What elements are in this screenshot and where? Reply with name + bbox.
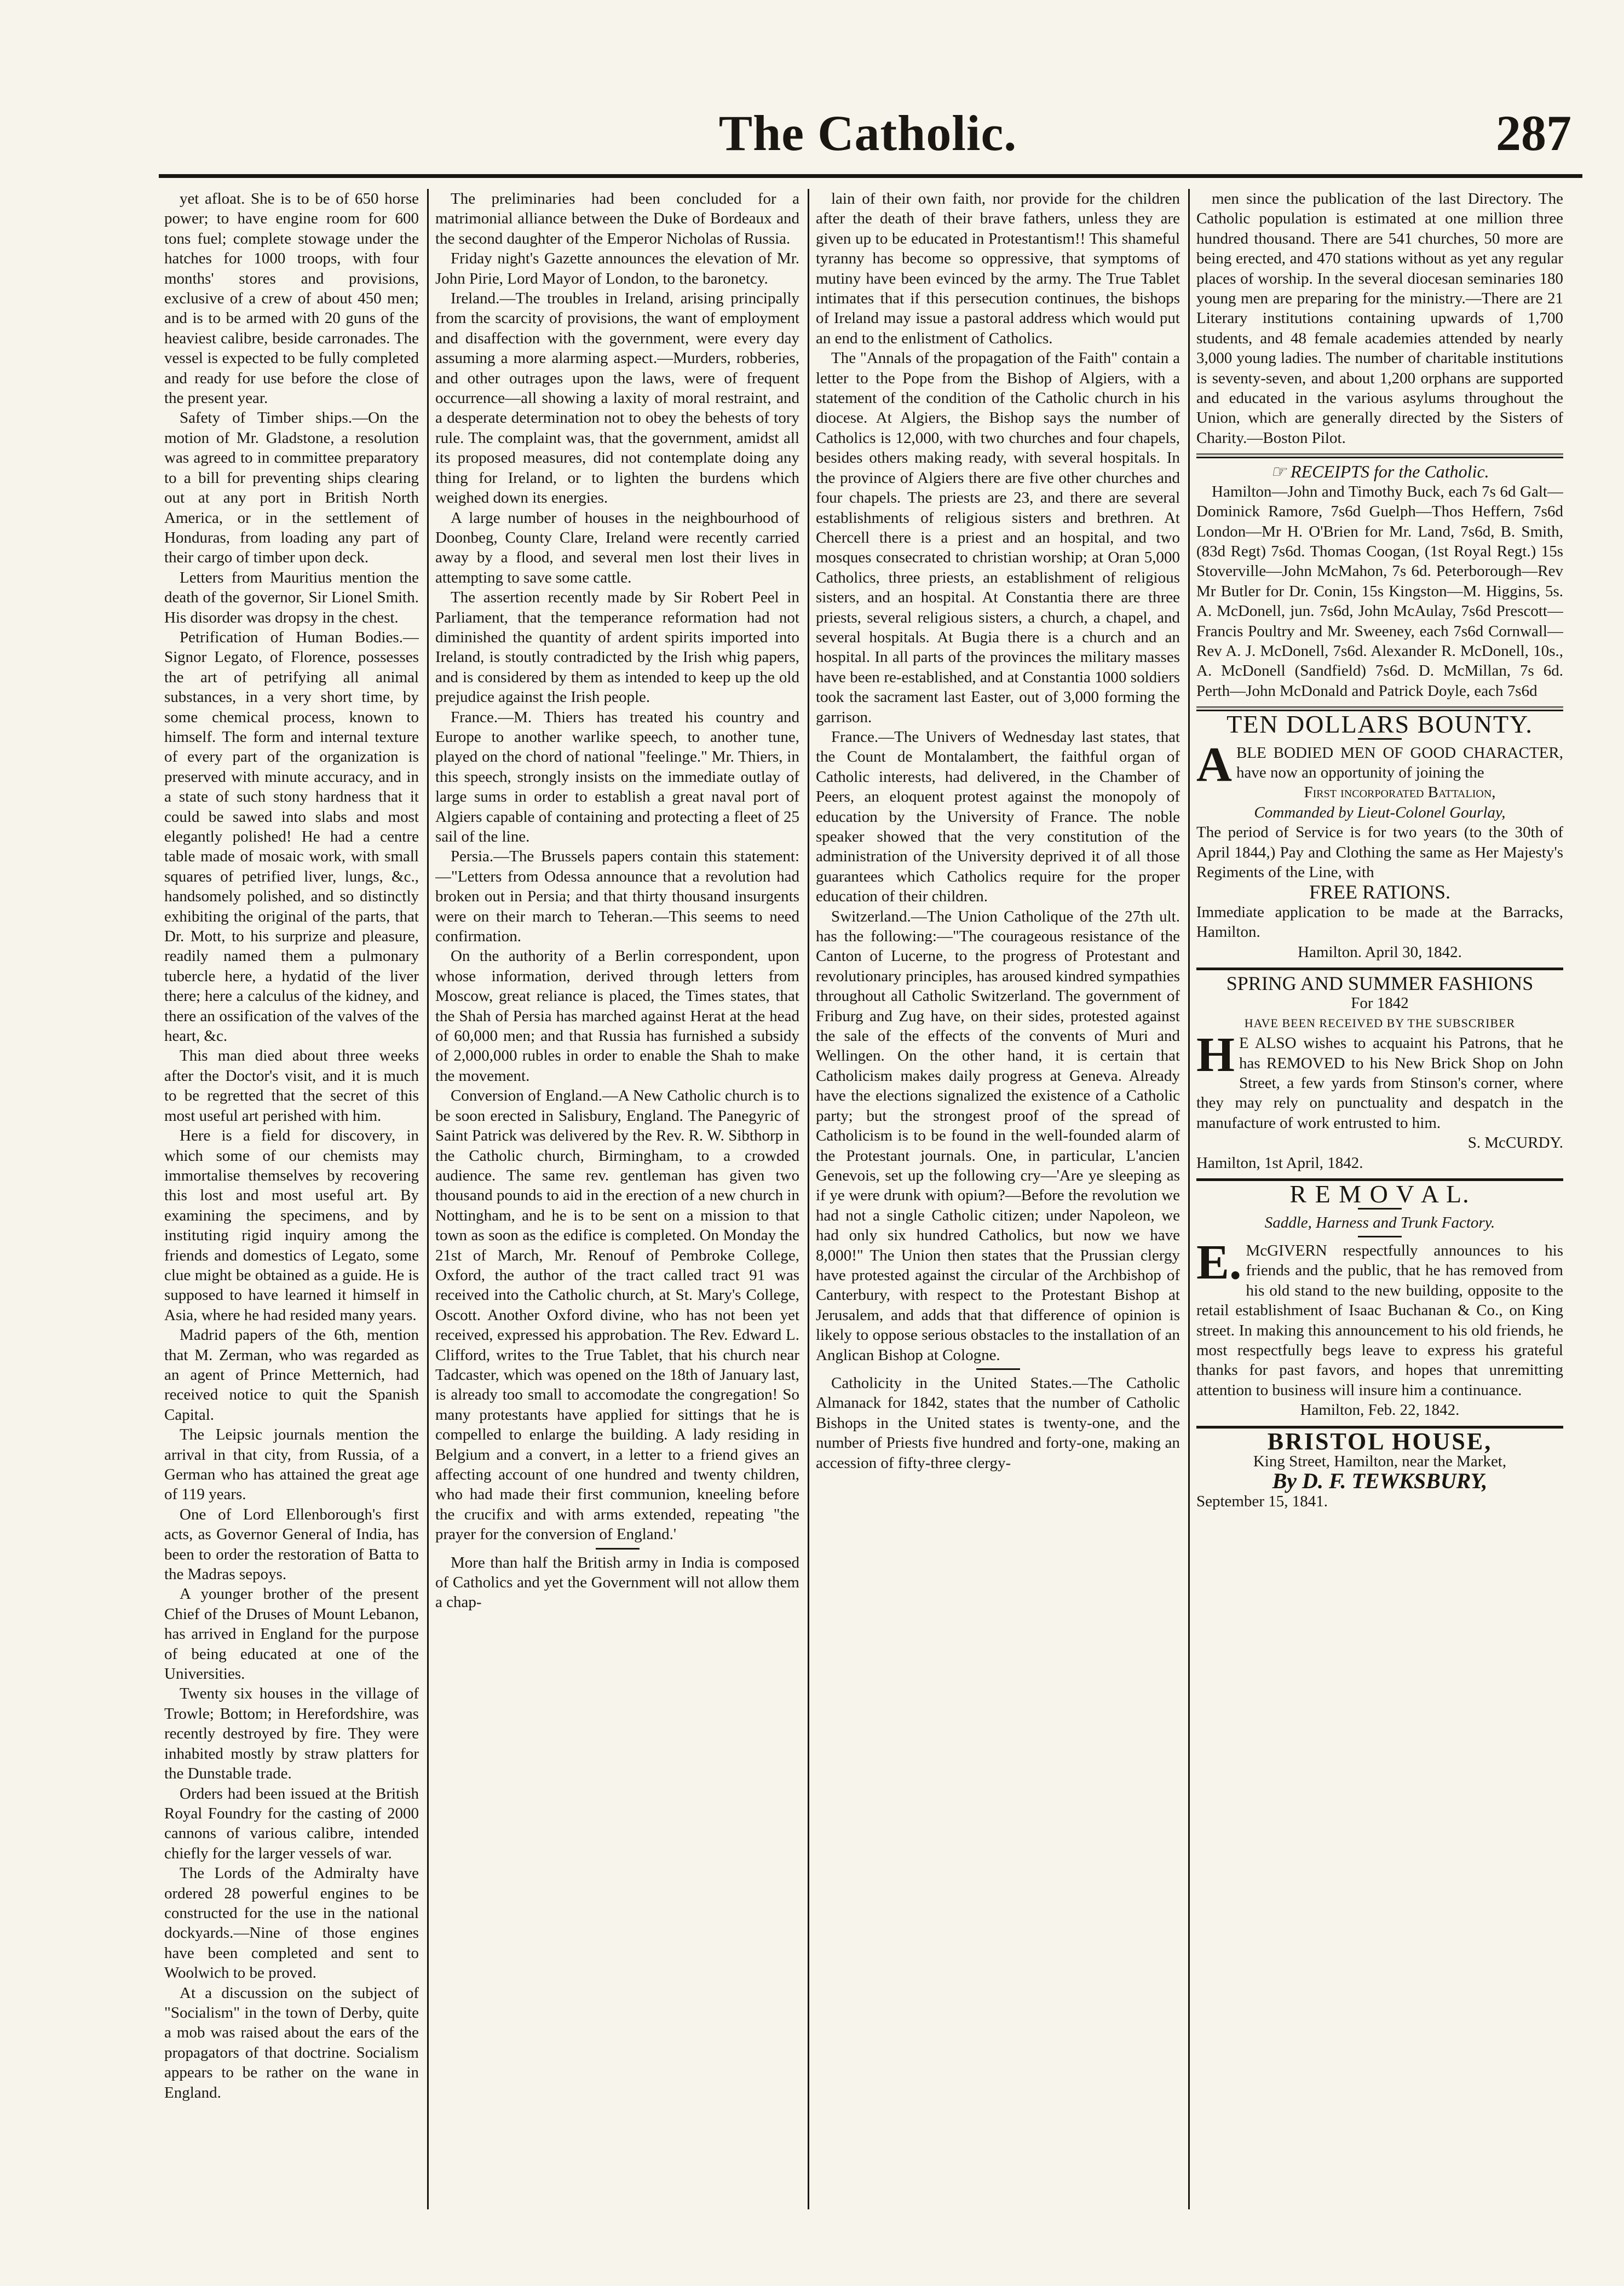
- paragraph: Catholicity in the United States.—The Catholic Almanack for 1842, states that the number of Catholic Bishops in the United states is twenty-one, and the number of Priests five hundred and forty-one, making an accession of fifty-three clergy-: [816, 1374, 1180, 1472]
- bounty-text: The period of Service is for two years (to the 30th of April 1844,) Pay and Clothing the same as Her Majesty's Regiments of the Line, with: [1196, 824, 1563, 881]
- paragraph: France.—M. Thiers has treated his country and Europe to another warlike speech, to another tune, played on the chord of national "feelinge." Mr. Thiers, in this speech, strongly insists on the immediate outlay of large sums in order to establish a great naval port of Algiers capable of containing and protecting a fleet of 25 sail of the line.: [435, 708, 799, 845]
- paragraph: Persia.—The Brussels papers contain this statement:—"Letters from Odessa announce that a revolution had broken out in Persia; and that thirty thousand insurgents were on their march to Teheran.—This seems to need confirmation.: [435, 848, 799, 946]
- paragraph: More than half the British army in India is composed of Catholics and yet the Government will not allow them a chap-: [435, 1553, 799, 1611]
- fashions-date: Hamilton, 1st April, 1842.: [1196, 1154, 1363, 1172]
- paragraph: Switzerland.—The Union Catholique of the 27th ult. has the following:—"The courageous resistance of the Canton of Lucerne, to the progress of Protestant and revolutionary principles, has aroused kindred sympathies throughout all Catholic Switzerland. The government of Friburg and Zug have, on their sides, protested against the sale of the effects of the convents of Muri and Wellingen. On the other hand, it is certain that Catholicism makes daily progress at Geneva. Already have the elections signalized the existence of a Catholic party; but the strongest proof of the spread of Catholicism is to be found in the well-founded alarm of the Protestant journals. One, in particular, L'ancien Genevois, set up the following cry—'Are ye sleeping as if ye were drunk with opium?—Before the revolution we had not a single Catholic citizen; under Napoleon, we had only six hundred Catholics, but now we have 8,000!" The Union then states that the Prussian clergy have protested against the circular of the Archbishop of Canterbury, with respect to the Protestant Bishop at Jerusalem, and adds that that difference of opinion is likely to oppose serious obstacles to the installation of an Anglican Bishop at Cologne.: [816, 907, 1180, 1364]
- column-4: [1196, 189, 1563, 2209]
- section-rule: [1196, 453, 1563, 458]
- column-3: [816, 189, 1180, 2209]
- bounty-advertisement: [1196, 710, 1563, 962]
- removal-date: Hamilton, Feb. 22, 1842.: [1300, 1401, 1460, 1419]
- paragraph: Letters from Mauritius mention the death of the governor, Sir Lionel Smith. His disorder was dropsy in the chest.: [164, 568, 419, 626]
- column-1: [164, 189, 419, 2209]
- paragraph: Ireland.—The troubles in Ireland, arising principally from the scarcity of provisions, the want of employment and disaffection with the government, were every day assuming a more alarming aspect.—Murders, robberies, and other outrages upon the laws, were of frequent occurrence—all showing a laxity of moral restraint, and a desperate determination not to obey the behests of tory rule. The complaint was, that the government, amidst all its proposed measures, did not contemplate doing any thing for Ireland, or to lighten the burdens which weighed down its energies.: [435, 290, 799, 507]
- paragraph: Friday night's Gazette announces the elevation of Mr. John Pirie, Lord Mayor of London, to the baronetcy.: [435, 250, 799, 287]
- receipts-heading: ☞ RECEIPTS for the Catholic.: [1270, 462, 1489, 482]
- signature: S. McCURDY.: [1467, 1134, 1563, 1152]
- paragraph: On the authority of a Berlin correspondent, upon whose information, derived through letters from Moscow, great reliance is placed, the Times states, that the Shah of Persia has marched against Herat at the head of 60,000 men; and that Russia has furnished a subsidy of 2,000,000 rubles in order to enable the Shah to make the movement.: [435, 947, 799, 1085]
- removal-heading: R E M O V A L.: [1289, 1180, 1470, 1208]
- paragraph: At a discussion on the subject of "Socialism" in the town of Derby, quite a mob was raised about the ears of the propagators of that doctrine. Socialism appears to be rather on the wane in England.: [164, 1984, 419, 2101]
- paragraph: Madrid papers of the 6th, mention that M. Zerman, who was regarded as an agent of Prince Metternich, had received notice to quit the Spanish Capital.: [164, 1326, 419, 1424]
- paragraph: One of Lord Ellenborough's first acts, as Governor General of India, has been to order the restoration of Batta to the Madras sepoys.: [164, 1505, 419, 1583]
- fashions-text: E ALSO wishes to acquaint his Patrons, that he has REMOVED to his New Brick Shop on John Street, a few yards from Stinson's corner, where they may rely on punctuality and despatch in the manufacture of work entrusted to him.: [1196, 1034, 1563, 1132]
- removal-advertisement: [1196, 1180, 1563, 1420]
- page-number: 287: [1496, 105, 1571, 161]
- paragraph: The preliminaries had been concluded for a matrimonial alliance between the Duke of Bordeaux and the second daughter of the Emperor Nicholas of Russia.: [435, 190, 799, 247]
- separator: [976, 1368, 1020, 1370]
- paragraph: Here is a field for discovery, in which some of our chemists may immortalise themselves by recovering this lost and most useful art. By examining the specimens, and by instituting rigid inquiry among the friends and domestics of Legato, some clue might be obtained as a guide. He is supposed to have learned it himself in Asia, where he had resided many years.: [164, 1127, 419, 1324]
- paragraph: men since the publication of the last Directory. The Catholic population is estimated at one million three hundred thousand. There are 541 churches, 50 more are being erected, and 470 stations without as yet any regular places of worship. In the several diocesan seminaries 180 young men are preparing for the ministry.—There are 21 Literary institutions containing upwards of 1,700 students, and 48 female academies attended by nearly 3,000 young ladies. The number of charitable institutions is seventy-seven, and about 1,200 orphans are supported and educated in the various asylums throughout the Union, which are generally directed by the Sisters of Charity.—Boston Pilot.: [1196, 190, 1563, 447]
- column-2: [435, 189, 799, 2209]
- paragraph: The Lords of the Admiralty have ordered 28 powerful engines to be constructed for the use in the national dockyards.—Nine of those engines have been completed and sent to Woolwich to be proved.: [164, 1864, 419, 1982]
- commander-line: Commanded by Lieut-Colonel Gourlay,: [1254, 803, 1506, 821]
- bristol-date: September 15, 1841.: [1196, 1492, 1328, 1510]
- removal-text: McGIVERN respectfully announces to his friends and the public, that he has removed from his old stand to the new building, opposite to the retail establishment of Isaac Buchanan & Co., on King street. In making this announcement to his old friends, he most respectfully begs leave to express his grateful thanks for past favors, and hopes that unremitting attention to business will insure him a continuance.: [1196, 1241, 1563, 1399]
- battalion-line: First incorporated Battalion,: [1304, 784, 1496, 802]
- paragraph: The "Annals of the propagation of the Faith" contain a letter to the Pope from the Bishop of Algiers, with a statement of the condition of the Catholic church in his diocese. At Algiers, the Bishop says the number of Catholics is 12,000, with two churches and four chapels, besides others making ready, with several hospitals. In the province of Algiers there are five other churches and four chapels. The priests are 23, and there are several establishments of religious sisters and brethren. At Chercell there is a priest and an hospital, and two mosques consecrated to christian worship; at Oran 5,000 Catholics, three priests, an establishment of religious sisters, and an hospital. At Constantia there are three priests, several religious sisters, a church, a chapel, and several hospitals. At Bugia there is a church and an hospital. In all parts of the provinces the military masses have been re-established, and at Constantia 1000 soldiers took the sacrament last Easter, out of 3,000 forming the garrison.: [816, 349, 1180, 726]
- bristol-byline: By D. F. TEWKSBURY,: [1272, 1469, 1488, 1494]
- column-divider: [808, 189, 809, 2209]
- page-title: The Catholic.: [718, 105, 1017, 161]
- fashions-subheading: For 1842: [1351, 994, 1409, 1012]
- paragraph: yet afloat. She is to be of 650 horse power; to have engine room for 600 tons fuel; complete stowage under the hatches for 1000 troops, with four months' stores and provisions, exclusive of a crew of about 450 men; and is to be armed with 20 guns of the heaviest calibre, beside carronades. The vessel is expected to be fully completed and ready for use before the close of the present year.: [164, 190, 419, 407]
- paragraph: lain of their own faith, nor provide for the children after the death of their brave fathers, unless they are given up to be educated in Protestantism!! This shameful tyranny has become so oppressive, that symptoms of mutiny have been evinced by the army. The True Tablet intimates that if this persecution continues, the bishops of Ireland may issue a pastoral address which would put an end to the enlistment of Catholics.: [816, 190, 1180, 347]
- removal-subheading: Saddle, Harness and Trunk Factory.: [1264, 1213, 1495, 1231]
- bounty-heading: TEN DOLLARS BOUNTY.: [1226, 710, 1533, 739]
- paragraph: The Leipsic journals mention the arrival in that city, from Russia, of a German who has attained the great age of 119 years.: [164, 1426, 419, 1504]
- masthead: [164, 104, 1571, 164]
- column-divider: [427, 189, 429, 2209]
- drop-cap: E.: [1196, 1235, 1242, 1289]
- fashions-advertisement: [1196, 974, 1563, 1173]
- header-rule: [159, 174, 1582, 178]
- paragraph: Conversion of England.—A New Catholic church is to be soon erected in Salisbury, England. The Panegyric of Saint Patrick was delivered by the Rev. R. W. Sibthorp in the Catholic church, Birmingham, to a crowded audience. The same rev. gentleman has given two thousand pounds to aid in the erection of a new church in Nottingham, and he is to be sent on a mission to that town as soon as the edifice is completed. On Monday the 21st of March, Mr. Renouf of Pembroke College, Oxford, the author of the tract called tract 91 was received into the Catholic church, at St. Mary's College, Oscott. Another Oxford divine, who has not been yet received, expressed his approbation. The Rev. Edward L. Clifford, writes to the True Tablet, that his church near Tadcaster, which was opened on the 18th of January last, is already too small to accomodate the congregation! So many protestants have applied for sittings that he is compelled to enlarge the building. A lady residing in Belgium and a convert, in a letter to a friend gives an affecting account of one hundred and twenty children, who had made their first communion, kneeling before the crucifix and with arms extended, repeating "the prayer for the conversion of England.': [435, 1087, 799, 1544]
- bristol-heading: BRISTOL HOUSE,: [1267, 1427, 1493, 1455]
- paragraph: This man died about three weeks after the Doctor's visit, and it is much to be regretted that the secret of this most useful art perished with him.: [164, 1047, 419, 1125]
- paragraph: France.—The Univers of Wednesday last states, that the Count de Montalambert, the faithful organ of Catholic interests, had delivered, in the Chamber of Peers, an eloquent protest against the monopoly of education by the University of France. The noble speaker showed that the very constitution of the administration of the University deprived it of all those guarantees which Catholics require for the proper education of their children.: [816, 728, 1180, 906]
- separator: [596, 1548, 640, 1550]
- paragraph: Orders had been issued at the British Royal Foundry for the casting of 2000 cannons of various calibre, intended chiefly for the larger vessels of war.: [164, 1784, 419, 1862]
- section-rule: [1196, 968, 1563, 970]
- bounty-text: Immediate application to be made at the Barracks, Hamilton.: [1196, 903, 1563, 941]
- bristol-advertisement: [1196, 1427, 1563, 1512]
- paragraph: A younger brother of the present Chief of the Druses of Mount Lebanon, has arrived in England for the purpose of being educated at one of the Universities.: [164, 1585, 419, 1683]
- bounty-date: Hamilton. April 30, 1842.: [1298, 943, 1462, 961]
- separator: [1358, 738, 1402, 740]
- paragraph: Twenty six houses in the village of Trowle; Bottom; in Herefordshire, was recently destroyed by fire. They were inhabited mostly by straw platters for the Dunstable trade.: [164, 1685, 419, 1783]
- received-line: HAVE BEEN RECEIVED BY THE SUBSCRIBER: [1244, 1016, 1516, 1030]
- separator: [1358, 1236, 1402, 1237]
- paragraph: A large number of houses in the neighbourhood of Doonbeg, County Clare, Ireland were recently carried away by a flood, and several men lost their lives in attempting to save some cattle.: [435, 509, 799, 586]
- bristol-address: King Street, Hamilton, near the Market,: [1253, 1452, 1507, 1470]
- column-divider: [1188, 189, 1190, 2209]
- paragraph: Safety of Timber ships.—On the motion of Mr. Gladstone, a resolution was agreed to in committee preparatory to a bill for preventing ships clearing out at any port in British North America, or in the settlement of Honduras, from loading any part of their cargo of timber upon deck.: [164, 409, 419, 567]
- paragraph: The assertion recently made by Sir Robert Peel in Parliament, that the temperance reformation had not diminished the quantity of ardent spirits imported into Ireland, is stoutly contradicted by the Irish whig papers, and is considered by them as intended to keep up the old prejudice against the Irish people.: [435, 589, 799, 706]
- drop-cap: H: [1196, 1028, 1235, 1082]
- paragraph: Petrification of Human Bodies.—Signor Legato, of Florence, possesses the art of petrifying all animal substances, in a very short time, by some chemical process, known to himself. The form and internal texture of every part of the organization is preserved with minute accuracy, and in a state of such stony hardness that it could be sawed into slabs and most elegantly polished! He had a centre table made of mosaic work, with small squares of petrified liver, lungs, &c., handsomely polished, and so distinctly exhibiting the original of the parts, that Dr. Mott, to his surprize and pleasure, readily named them a pulmonary tubercle here, a hydatid of the liver there; here a calculus of the kidney, and there an ossification of the valves of the heart, &c.: [164, 628, 419, 1045]
- receipts-list: Hamilton—John and Timothy Buck, each 7s 6d Galt—Dominick Ramore, 7s6d Guelph—Thos Heffern, 7s6d London—Mr H. O'Brien for Mr. Land, 7s6d, B. Smith, (83d Regt) 7s6d. Thomas Coogan, (1st Royal Regt.) 15s Stoverville—John McMahon, 7s 6d. Peterborough—Rev Mr Butler for Dr. Conin, 15s Kingston—M. Higgins, 5s. A. McDonell, jun. 7s6d, John McAulay, 7s6d Prescott—Francis Poultry and Mr. Sweeney, each 7s6d Cornwall—Rev A. J. McDonell, 7s6d. Alexander R. McDonell, 10s., A. McDonell (Sandfield) 7s6d. D. McMillan, 7s 6d. Perth—John McDonald and Patrick Doyle, each 7s6d: [1196, 482, 1563, 700]
- free-rations: FREE RATIONS.: [1309, 881, 1451, 903]
- bounty-text: BLE BODIED MEN OF GOOD CHARACTER, have now an opportunity of joining the: [1236, 744, 1563, 781]
- fashions-heading: SPRING AND SUMMER FASHIONS: [1226, 972, 1534, 995]
- drop-cap: A: [1196, 737, 1232, 792]
